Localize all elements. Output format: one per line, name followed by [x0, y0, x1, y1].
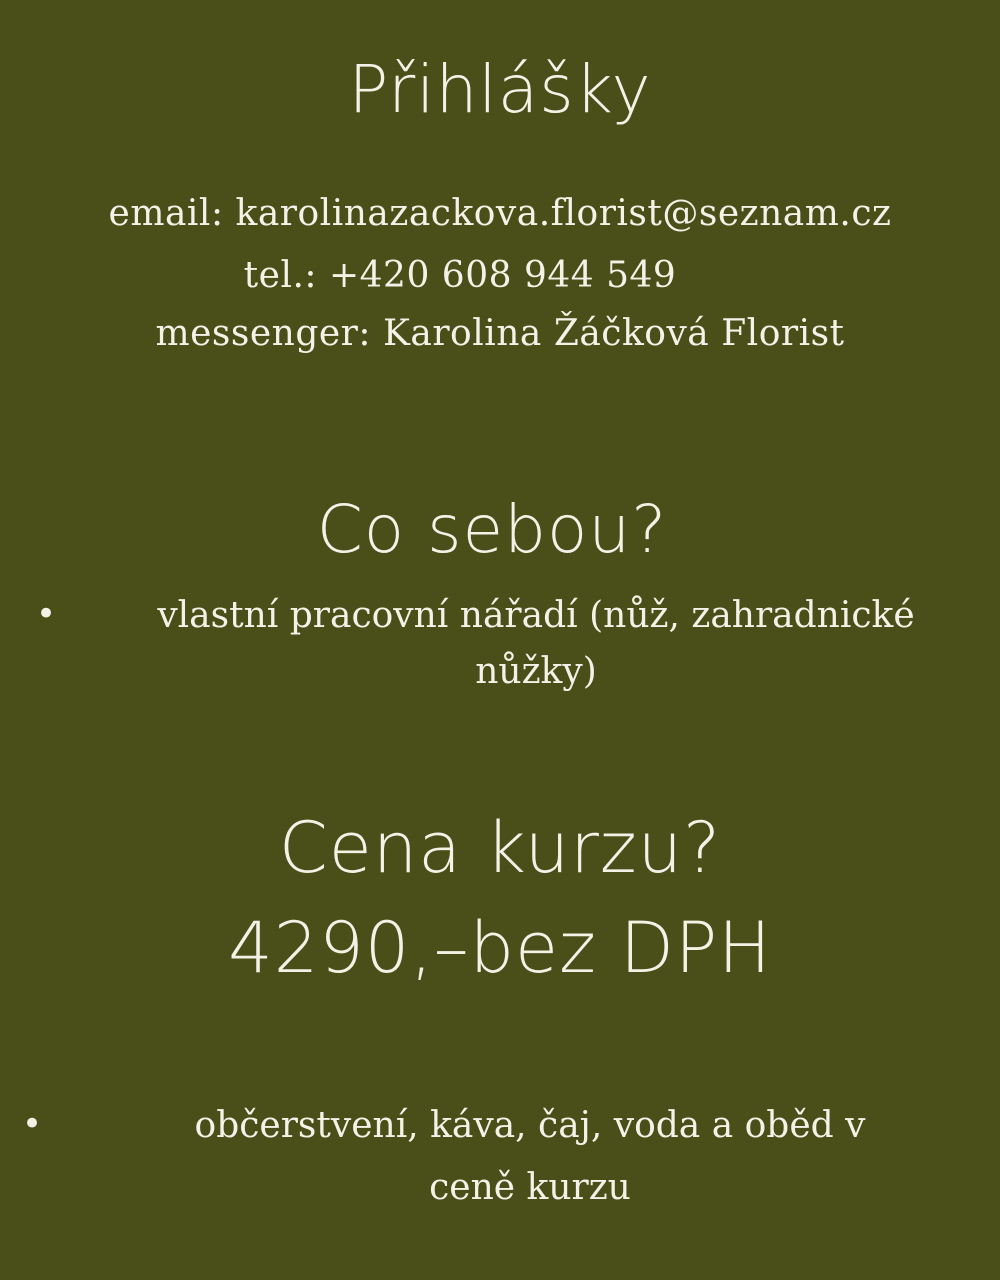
price-list-item	[0, 1098, 1000, 1218]
bullet-icon: •	[36, 594, 57, 634]
price-heading: Cena kurzu?	[278, 807, 722, 889]
bring-heading: Co sebou?	[316, 491, 668, 568]
bring-list-item	[0, 588, 1000, 708]
contact-email[interactable]: email: karolinazackova.florist@seznam.cz	[108, 193, 892, 234]
applications-heading: Přihlášky	[348, 51, 652, 128]
bullet-icon: •	[22, 1104, 43, 1144]
price-item-line1: občerstvení, káva, čaj, voda a oběd v	[194, 1105, 866, 1146]
contact-messenger[interactable]: messenger: Karolina Žáčková Florist	[155, 313, 845, 354]
price-item-line2: ceně kurzu	[429, 1167, 631, 1208]
bring-item-line2: nůžky)	[475, 651, 597, 692]
bring-item-line1: vlastní pracovní nářadí (nůž, zahradnické	[157, 595, 915, 636]
contact-phone[interactable]: tel.: +420 608 944 549	[243, 255, 677, 296]
price-amount: 4290,–bez DPH	[228, 907, 772, 989]
